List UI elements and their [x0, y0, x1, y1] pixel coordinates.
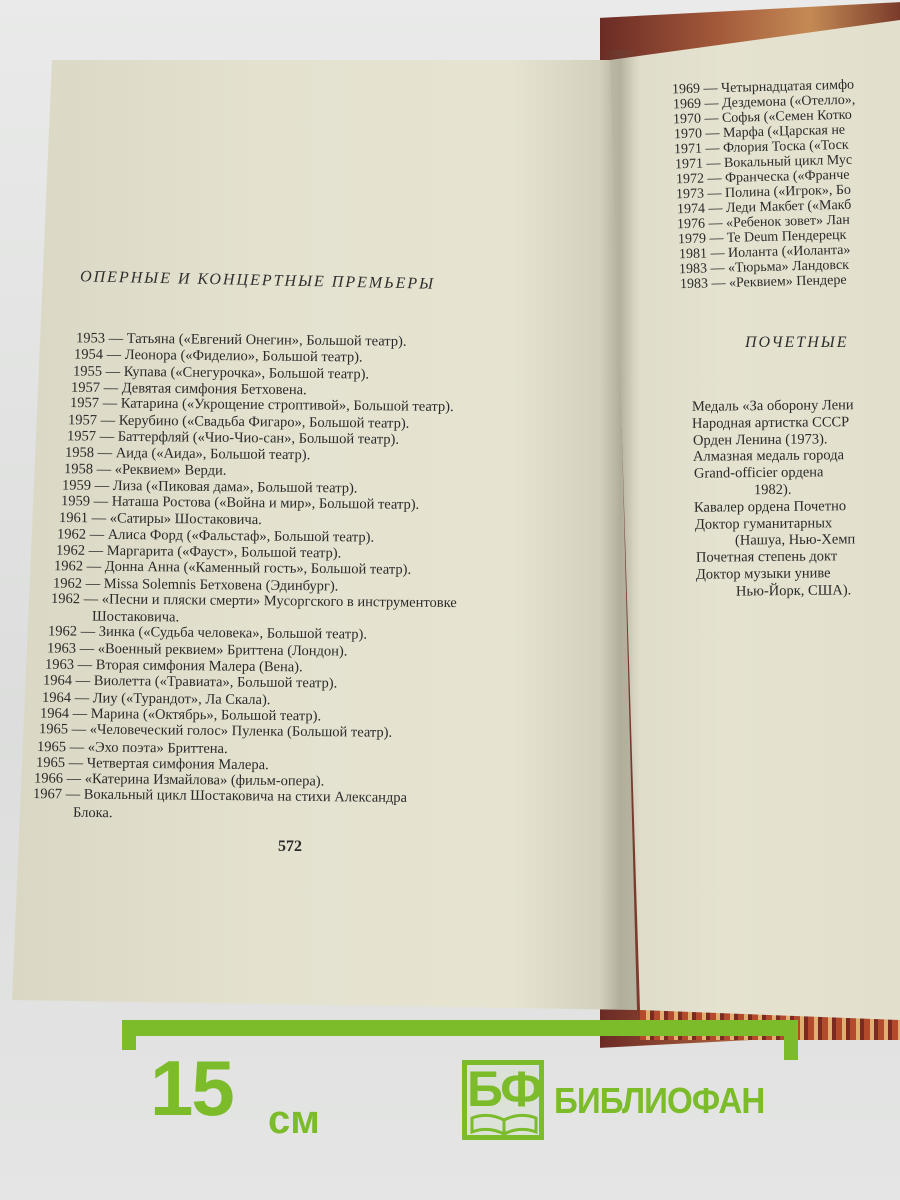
premiere-entry: 1958 — Аида («Аида», Большой театр). — [65, 444, 311, 464]
left-page-heading: ОПЕРНЫЕ И КОНЦЕРТНЫЕ ПРЕМЬЕРЫ — [79, 268, 436, 293]
premiere-entry: 1979 — Te Deum Пендерецк — [677, 227, 847, 248]
premiere-entry: Блока. — [72, 804, 113, 821]
premiere-entry: 1962 — Зинка («Судьба человека», Большой театр). — [48, 623, 368, 644]
honor-entry: Орден Ленина (1973). — [692, 430, 828, 449]
premiere-entry: 1964 — Марина («Октябрь», Большой театр). — [40, 705, 322, 725]
honor-entry: Доктор гуманитарных — [694, 514, 833, 533]
premiere-entry: 1961 — «Сатиры» Шостаковича. — [58, 510, 262, 529]
premiere-entry: 1970 — Софья («Семен Котко — [673, 107, 853, 128]
premiere-entry: 1962 — Маргарита («Фауст», Большой театр). — [55, 542, 342, 562]
ruler-unit: см — [268, 1098, 320, 1142]
premiere-entry: 1963 — Вторая симфония Малера (Вена). — [44, 656, 303, 676]
ruler-left-tick — [122, 1020, 136, 1050]
premiere-entry: 1967 — Вокальный цикл Шостаковича на стихи Александра — [32, 786, 407, 807]
premiere-entry: 1983 — «Тюрьма» Ландовск — [679, 257, 850, 278]
premiere-entry: 1955 — Купава («Снегурочка», Большой театр). — [72, 363, 370, 383]
premiere-entry: 1962 — «Песни и пляски смерти» Мусоргского в инструментовке — [51, 590, 458, 611]
premiere-entry: 1974 — Леди Макбет («Макб — [676, 197, 852, 218]
premiere-entry: 1965 — «Эхо поэта» Бриттена. — [37, 738, 228, 757]
premiere-entry: 1972 — Франческа («Франче — [675, 167, 850, 188]
honor-entry: Нью-Йорк, США). — [736, 582, 852, 600]
premiere-entry: 1964 — Лиу («Турандот», Ла Скала). — [41, 689, 271, 708]
honor-entry: Кавалер ордена Почетно — [694, 498, 847, 516]
premiere-entry: 1962 — Алиса Форд («Фальстаф», Большой театр). — [57, 525, 375, 546]
premiere-entry: 1953 — Татьяна («Евгений Онегин», Большой театр). — [75, 330, 407, 350]
honor-entry: Алмазная медаль города — [693, 447, 845, 466]
premiere-entry: 1957 — Баттерфляй («Чио-Чио-сан», Большой театр). — [66, 428, 399, 448]
premiere-entry: 1976 — «Ребенок зовет» Лан — [677, 212, 851, 233]
premiere-entry: 1957 — Катарина («Укрощение строптивой», Большой театр). — [69, 395, 454, 416]
premiere-entry: 1983 — «Реквием» Пендере — [679, 272, 847, 293]
premiere-entry: 1962 — Missa Solemnis Бетховена (Эдинбург). — [52, 575, 339, 594]
premiere-entry: 1969 — Четырнадцатая симфо — [671, 77, 855, 98]
premiere-entry: 1971 — Флория Тоска («Тоск — [674, 137, 850, 158]
premiere-entry: 1959 — Наташа Ростова («Война и мир», Большой театр). — [60, 493, 419, 513]
honor-entry: Народная артистка СССР — [692, 413, 850, 432]
page-number: 572 — [278, 838, 302, 855]
premiere-entry: 1981 — Иоланта («Иоланта» — [678, 242, 851, 263]
honor-entry: 1982). — [753, 481, 792, 499]
premiere-entry: 1964 — Виолетта («Травиата», Большой театр). — [43, 672, 338, 692]
premiere-entry: 1965 — «Человеческий голос» Пуленка (Большой театр). — [38, 721, 393, 742]
logo-name: БИБЛИОФАН — [554, 1080, 765, 1121]
honor-entry: (Нашуа, Нью-Хемп — [735, 531, 856, 550]
premiere-entry: 1954 — Леонора («Фиделио», Большой театр). — [74, 346, 364, 366]
premiere-entry: 1971 — Вокальный цикл Мус — [674, 152, 853, 173]
premiere-entry: 1965 — Четвертая симфония Малера. — [35, 754, 269, 774]
premiere-entry: 1959 — Лиза («Пиковая дама», Большой театр). — [61, 477, 358, 497]
honor-entry: Доктор музыки униве — [695, 565, 831, 583]
book-gutter — [600, 50, 640, 1010]
ruler-right-tick — [784, 1020, 798, 1060]
premiere-entry: 1957 — Керубино («Свадьба Фигаро», Большой театр). — [68, 411, 410, 432]
premiere-entry: 1963 — «Военный реквием» Бриттена (Лондон). — [46, 640, 348, 660]
open-book-icon — [466, 1112, 542, 1136]
honor-entry: Почетная степень докт — [695, 548, 837, 566]
honor-entry: Медаль «За оборону Лени — [691, 397, 854, 415]
premiere-entry: 1957 — Девятая симфония Бетховена. — [71, 379, 308, 399]
premiere-entry: 1962 — Донна Анна («Каменный гость», Большой театр). — [54, 558, 412, 579]
premiere-entry: 1970 — Марфа («Царская не — [673, 122, 846, 143]
premiere-entry: 1966 — «Катерина Измайлова» (фильм-опера). — [34, 770, 325, 790]
right-page-heading: ПОЧЕТНЫЕ — [745, 334, 849, 351]
premiere-entry: Шостаковича. — [91, 608, 179, 626]
premiere-entry: 1969 — Дездемона («Отелло», — [672, 92, 856, 113]
ruler-bar — [122, 1020, 798, 1036]
premiere-entry: 1958 — «Реквием» Верди. — [63, 461, 227, 480]
ruler-value: 15 — [150, 1044, 233, 1132]
logo-mark: БФ — [467, 1061, 541, 1117]
honor-entry: Grand-officier ордена — [693, 464, 824, 482]
premiere-entry: 1973 — Полина («Игрок», Бо — [676, 182, 852, 203]
